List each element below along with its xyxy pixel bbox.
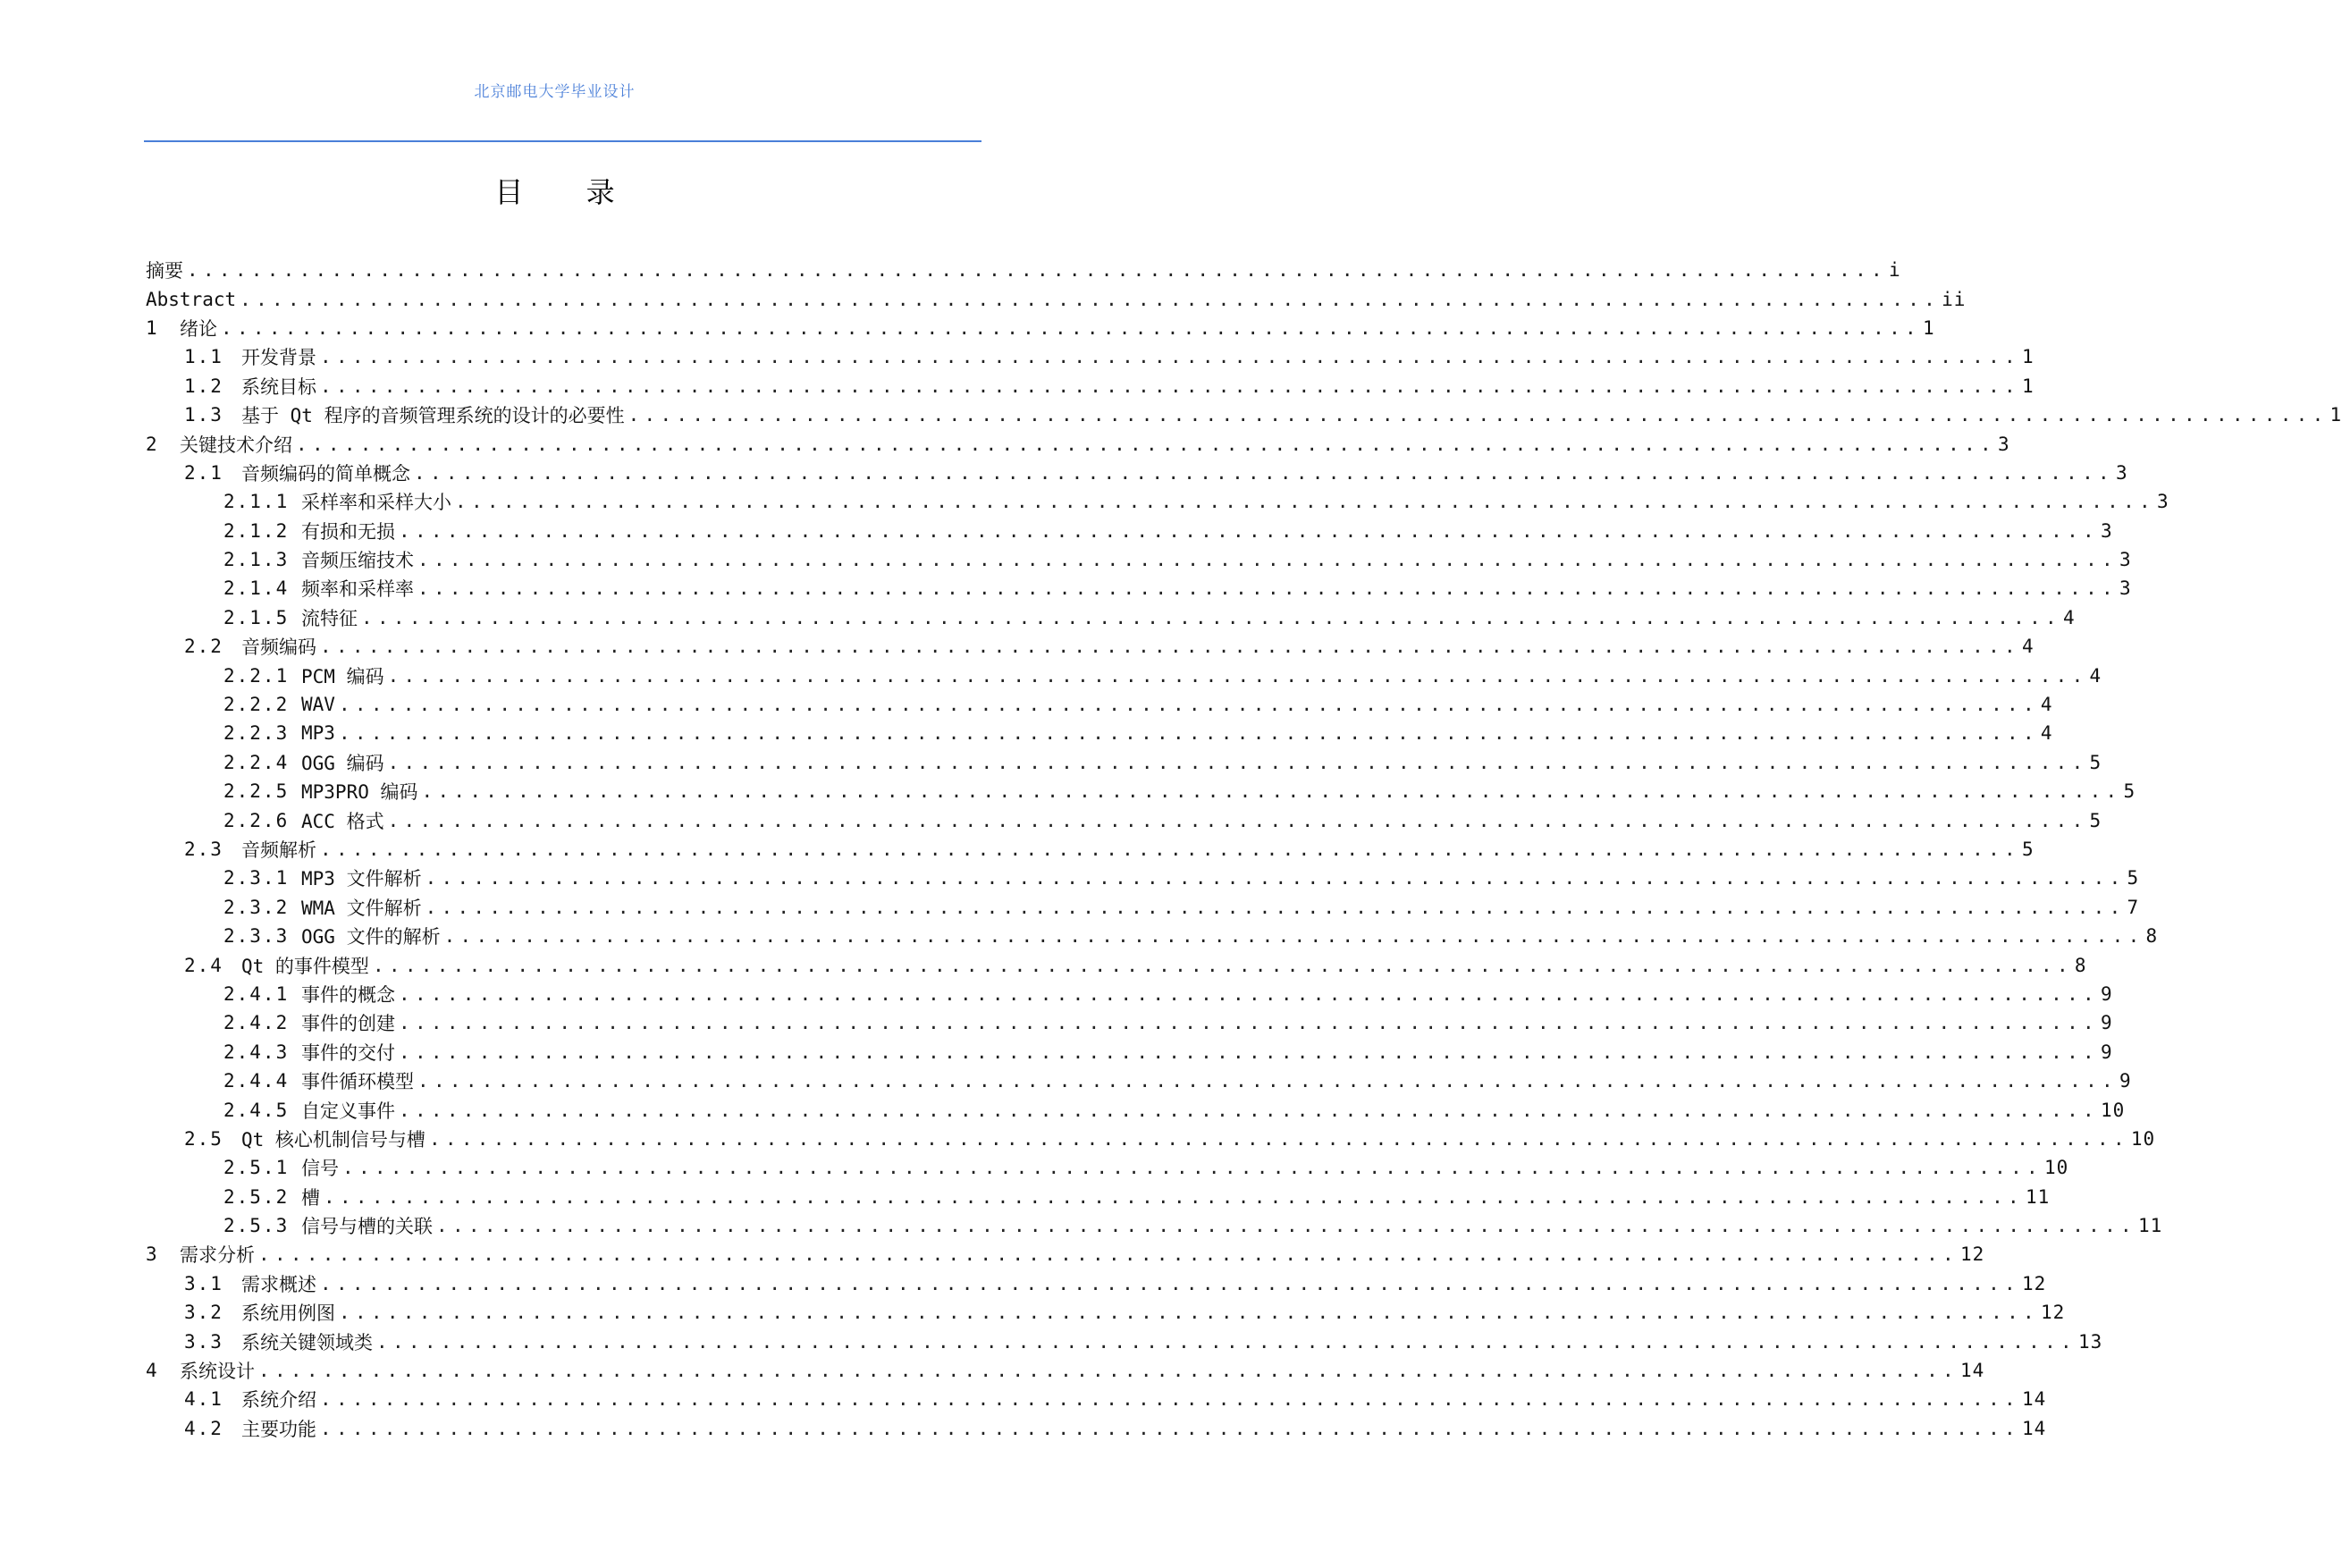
toc-entry[interactable] <box>146 805 2102 834</box>
toc-entry-page: i <box>1888 259 1901 282</box>
toc-entry-label: MP3 文件解析 <box>301 868 422 890</box>
toc-entry[interactable] <box>146 893 2140 922</box>
toc-entry-number: 3 <box>146 1243 159 1266</box>
toc-entry-number: 2.5.3 <box>223 1215 290 1237</box>
toc-entry-label: 流特征 <box>301 607 358 629</box>
toc-entry-number: 3.3 <box>184 1330 223 1353</box>
toc-entry-label: 频率和采样率 <box>301 578 414 601</box>
dot-leader: .......................................................................................................... <box>376 1330 2077 1353</box>
toc-entry[interactable] <box>146 1038 2113 1066</box>
toc-entry[interactable] <box>146 372 2035 400</box>
toc-entry[interactable] <box>146 400 2342 429</box>
toc-entry-label: Abstract <box>146 288 237 310</box>
toc-entry-label: 系统介绍 <box>241 1389 316 1412</box>
toc-entry-page: 7 <box>2127 896 2140 918</box>
toc-entry-page: 4 <box>2089 664 2102 687</box>
toc-entry-page: 3 <box>2156 491 2169 513</box>
toc-entry-page: 4 <box>2040 694 2053 716</box>
dot-leader: .......................................................................................................... <box>425 867 2126 889</box>
toc-entry-page: 9 <box>2100 982 2113 1005</box>
toc-entry[interactable] <box>146 748 2102 777</box>
toc-entry-page: 12 <box>2040 1302 2066 1324</box>
toc-entry-label: 系统用例图 <box>241 1302 335 1325</box>
dot-leader: .......................................................................................................... <box>436 1215 2136 1237</box>
dot-leader: .......................................................................................................... <box>417 549 2118 571</box>
toc-entry-page: 8 <box>2145 925 2159 948</box>
toc-entry-label: 需求概述 <box>241 1273 316 1295</box>
toc-entry-label: 音频压缩技术 <box>301 550 414 572</box>
toc-entry[interactable] <box>146 632 2035 661</box>
toc-entry-label: 系统关键领域类 <box>241 1331 373 1353</box>
toc-entry-page: 13 <box>2077 1330 2103 1353</box>
dot-leader: .......................................................................................................... <box>320 346 2020 368</box>
toc-entry-page: 3 <box>1997 433 2010 455</box>
toc-entry[interactable] <box>146 342 2035 371</box>
toc-entry-number: 2.4.1 <box>223 982 290 1005</box>
dot-leader: .......................................................................................................... <box>324 1185 2024 1208</box>
toc-entry-page: 14 <box>2021 1417 2047 1439</box>
dot-leader: .......................................................................................................... <box>258 1360 1959 1382</box>
toc-entry-label: 主要功能 <box>241 1418 316 1440</box>
dot-leader: .......................................................................................................... <box>399 1041 2099 1063</box>
toc-entry-page: 14 <box>2021 1388 2047 1411</box>
toc-entry-page: 1 <box>2021 346 2035 368</box>
toc-entry[interactable] <box>146 487 2169 516</box>
dot-leader: .......................................................................................................... <box>320 839 2020 860</box>
toc-entry[interactable] <box>146 950 2087 979</box>
dot-leader: .......................................................................................................... <box>339 1302 2039 1324</box>
toc-entry-page: 3 <box>2119 577 2132 600</box>
toc-entry-number: 2.4.5 <box>223 1099 290 1121</box>
toc-entry-number: 4.2 <box>184 1417 223 1439</box>
toc-entry-page: 9 <box>2119 1070 2132 1092</box>
toc-entry-label: 信号 <box>301 1158 339 1180</box>
toc-entry[interactable] <box>146 1385 2047 1413</box>
dot-leader: .......................................................................................................... <box>320 375 2020 397</box>
dot-leader: .......................................................................................................... <box>428 1127 2129 1150</box>
toc-entry[interactable] <box>146 256 1901 284</box>
toc-entry-page: 3 <box>2119 549 2132 571</box>
toc-entry-page: 5 <box>2127 867 2140 889</box>
toc-entry-number: 1.2 <box>184 375 223 397</box>
toc-entry-number: 2.5 <box>184 1127 223 1150</box>
toc-entry-number: 2 <box>146 433 159 455</box>
header-rule <box>144 140 981 142</box>
toc-entry-label: 系统设计 <box>180 1361 255 1383</box>
dot-leader: .......................................................................................................... <box>417 577 2118 600</box>
table-of-contents <box>146 256 2342 1443</box>
toc-entry-page: 1 <box>2021 375 2035 397</box>
toc-entry[interactable] <box>146 603 2076 632</box>
dot-leader: .......................................................................................................... <box>417 1070 2118 1092</box>
toc-entry[interactable] <box>146 719 2053 747</box>
toc-entry[interactable] <box>146 1269 2047 1298</box>
toc-entry-number: 2.2.6 <box>223 809 290 831</box>
toc-entry-number: 2.1.2 <box>223 519 290 542</box>
toc-entry[interactable] <box>146 1125 2156 1153</box>
toc-entry-page: 3 <box>2100 519 2113 542</box>
toc-entry-page: 11 <box>2025 1185 2051 1208</box>
toc-entry-label: 开发背景 <box>241 347 316 369</box>
toc-entry-page: 4 <box>2062 606 2076 628</box>
toc-entry-label: 基于 Qt 程序的音频管理系统的设计的必要性 <box>241 405 625 427</box>
toc-entry[interactable] <box>146 1095 2126 1124</box>
toc-entry-label: 系统目标 <box>241 375 316 398</box>
toc-entry-label: 关键技术介绍 <box>180 434 292 456</box>
toc-entry-label: 音频编码 <box>241 636 316 659</box>
toc-entry-page: 5 <box>2089 809 2102 831</box>
toc-entry[interactable] <box>146 1240 1985 1269</box>
toc-entry-label: 自定义事件 <box>301 1100 395 1122</box>
dot-leader: .......................................................................................................... <box>320 1388 2020 1411</box>
toc-entry-label: MP3PRO 编码 <box>301 781 418 804</box>
toc-entry[interactable] <box>146 777 2136 805</box>
toc-entry-label: 音频编码的简单概念 <box>241 462 410 485</box>
toc-entry-page: 3 <box>2115 461 2128 484</box>
toc-entry[interactable] <box>146 545 2132 574</box>
dot-leader: .......................................................................................................... <box>387 809 2088 831</box>
dot-leader: .......................................................................................................... <box>399 519 2099 542</box>
dot-leader: .......................................................................................................... <box>399 982 2099 1005</box>
dot-leader: .......................................................................................................... <box>240 288 1941 310</box>
toc-entry[interactable] <box>146 1327 2103 1355</box>
toc-entry-page: 4 <box>2040 722 2053 745</box>
toc-entry[interactable] <box>146 459 2128 487</box>
toc-entry-label: 需求分析 <box>180 1244 255 1267</box>
toc-entry-label: 信号与槽的关联 <box>301 1216 433 1238</box>
toc-entry-page: 5 <box>2021 839 2035 860</box>
dot-leader: .......................................................................................................... <box>455 491 2155 513</box>
toc-entry-page: 5 <box>2123 780 2136 803</box>
toc-entry-label: 事件的创建 <box>301 1013 395 1035</box>
toc-entry-number: 2.2.1 <box>223 664 290 687</box>
dot-leader: .......................................................................................................... <box>399 1012 2099 1034</box>
toc-entry-label: ACC 格式 <box>301 810 384 832</box>
toc-entry-label: PCM 编码 <box>301 665 384 687</box>
toc-entry-number: 2.4 <box>184 954 223 976</box>
dot-leader: .......................................................................................................... <box>421 780 2122 803</box>
dot-leader: .......................................................................................................... <box>320 636 2020 658</box>
toc-entry-label: 槽 <box>301 1186 320 1209</box>
toc-entry-label: 事件循环模型 <box>301 1071 414 1093</box>
toc-entry-label: Qt 的事件模型 <box>241 955 369 977</box>
toc-entry-number: 2.3.1 <box>223 867 290 889</box>
toc-entry-page: 12 <box>1959 1243 1985 1266</box>
dot-leader: .......................................................................................................... <box>414 461 2114 484</box>
toc-entry[interactable] <box>146 429 2010 458</box>
toc-entry-page: ii <box>1942 288 1967 310</box>
running-header: 北京邮电大学毕业设计 <box>474 83 636 101</box>
dot-leader: .......................................................................................................... <box>425 896 2126 918</box>
toc-entry-page: 4 <box>2021 636 2035 658</box>
toc-entry-number: 2.2.4 <box>223 751 290 773</box>
toc-entry-label: 摘要 <box>146 260 183 282</box>
toc-entry-page: 11 <box>2137 1215 2163 1237</box>
toc-entry-page: 10 <box>2130 1127 2156 1150</box>
toc-entry-label: WMA 文件解析 <box>301 897 422 919</box>
toc-entry-page: 10 <box>2043 1157 2069 1179</box>
toc-entry-page: 14 <box>1959 1360 1985 1382</box>
dot-leader: .......................................................................................................... <box>320 1272 2020 1294</box>
dot-leader: .......................................................................................................... <box>296 433 1996 455</box>
toc-entry-number: 2.1 <box>184 461 223 484</box>
toc-entry-label: 有损和无损 <box>301 520 395 543</box>
dot-leader: .......................................................................................................... <box>443 925 2144 948</box>
toc-entry-number: 2.3 <box>184 839 223 860</box>
toc-entry[interactable] <box>146 1066 2132 1095</box>
toc-entry-number: 2.4.4 <box>223 1070 290 1092</box>
toc-entry[interactable] <box>146 864 2140 892</box>
toc-entry-page: 10 <box>2100 1099 2126 1121</box>
dot-leader: .......................................................................................................... <box>320 1417 2020 1439</box>
toc-entry[interactable] <box>146 1183 2051 1211</box>
dot-leader: .......................................................................................................... <box>361 606 2061 628</box>
toc-entry[interactable] <box>146 314 1935 342</box>
toc-entry[interactable] <box>146 661 2102 689</box>
dot-leader: .......................................................................................................... <box>628 404 2329 426</box>
toc-entry[interactable] <box>146 574 2132 603</box>
dot-leader: .......................................................................................................... <box>342 1157 2043 1179</box>
dot-leader: .......................................................................................................... <box>387 751 2088 773</box>
toc-entry-number: 2.1.4 <box>223 577 290 600</box>
toc-entry-page: 12 <box>2021 1272 2047 1294</box>
toc-entry-number: 2.2.2 <box>223 694 290 716</box>
toc-title: 目 录 <box>494 175 642 209</box>
toc-entry-label: 事件的交付 <box>301 1041 395 1064</box>
toc-entry[interactable] <box>146 980 2113 1008</box>
toc-entry-number: 2.2 <box>184 636 223 658</box>
dot-leader: .......................................................................................................... <box>372 954 2073 976</box>
toc-entry[interactable] <box>146 1414 2047 1443</box>
toc-entry-number: 3.1 <box>184 1272 223 1294</box>
toc-entry-number: 2.1.1 <box>223 491 290 513</box>
toc-entry-label: MP3 <box>301 722 335 745</box>
toc-entry[interactable] <box>146 1153 2069 1182</box>
toc-entry-label: 绪论 <box>180 317 217 340</box>
toc-entry-label: 事件的概念 <box>301 983 395 1006</box>
toc-entry-number: 2.5.1 <box>223 1157 290 1179</box>
dot-leader: .......................................................................................................... <box>338 694 2039 716</box>
toc-entry-page: 9 <box>2100 1041 2113 1063</box>
toc-entry[interactable] <box>146 1211 2163 1240</box>
toc-entry[interactable] <box>146 1298 2066 1327</box>
toc-entry[interactable] <box>146 1008 2113 1037</box>
toc-entry[interactable] <box>146 284 1967 313</box>
toc-entry-number: 1.3 <box>184 404 223 426</box>
toc-entry-label: Qt 核心机制信号与槽 <box>241 1128 425 1151</box>
dot-leader: .......................................................................................................... <box>187 259 1887 282</box>
dot-leader: .......................................................................................................... <box>258 1243 1959 1266</box>
toc-entry-label: OGG 文件的解析 <box>301 926 441 948</box>
toc-entry-page: 1 <box>1922 316 1935 339</box>
dot-leader: .......................................................................................................... <box>387 664 2088 687</box>
toc-entry-number: 1 <box>146 316 159 339</box>
toc-entry-number: 3.2 <box>184 1302 223 1324</box>
toc-entry-label: 采样率和采样大小 <box>301 492 451 514</box>
toc-entry-page: 8 <box>2074 954 2087 976</box>
toc-entry-number: 2.5.2 <box>223 1185 290 1208</box>
toc-entry[interactable] <box>146 690 2053 719</box>
toc-entry[interactable] <box>146 1356 1985 1385</box>
toc-entry[interactable] <box>146 517 2113 545</box>
toc-entry-number: 4.1 <box>184 1388 223 1411</box>
toc-entry-number: 2.2.5 <box>223 780 290 803</box>
dot-leader: .......................................................................................................... <box>399 1099 2099 1121</box>
toc-entry-label: WAV <box>301 694 335 716</box>
toc-entry-number: 2.1.3 <box>223 549 290 571</box>
toc-entry-label: 音频解析 <box>241 839 316 861</box>
toc-entry-page: 1 <box>2329 404 2342 426</box>
toc-entry-number: 2.1.5 <box>223 606 290 628</box>
toc-entry-number: 2.3.2 <box>223 896 290 918</box>
toc-entry-number: 2.3.3 <box>223 925 290 948</box>
toc-entry-number: 4 <box>146 1360 159 1382</box>
toc-entry-label: OGG 编码 <box>301 752 384 774</box>
dot-leader: .......................................................................................................... <box>221 316 1921 339</box>
toc-entry[interactable] <box>146 922 2159 950</box>
toc-entry-page: 5 <box>2089 751 2102 773</box>
dot-leader: .......................................................................................................... <box>338 722 2039 745</box>
toc-entry-number: 2.4.2 <box>223 1012 290 1034</box>
toc-entry-number: 1.1 <box>184 346 223 368</box>
toc-entry-number: 2.4.3 <box>223 1041 290 1063</box>
toc-entry-number: 2.2.3 <box>223 722 290 745</box>
toc-entry[interactable] <box>146 835 2035 864</box>
toc-entry-page: 9 <box>2100 1012 2113 1034</box>
